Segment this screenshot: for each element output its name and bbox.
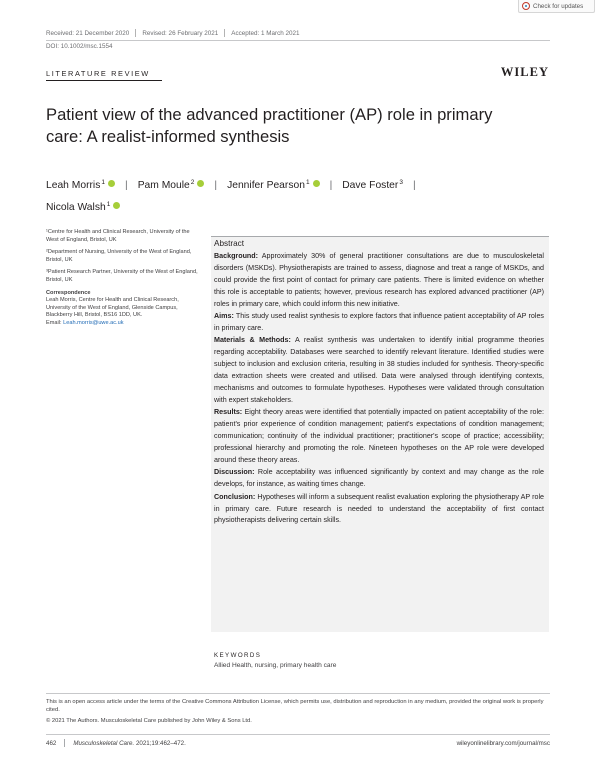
header-divider xyxy=(46,40,550,41)
abstract-section-text: This study used realist synthesis to explore factors that influence patient acceptability of AP roles in primary care. xyxy=(214,312,544,332)
abstract-section-text: Role acceptability was influenced significantly by context and may change as the role develops, for instance, as waiting times change. xyxy=(214,468,544,489)
abstract-body xyxy=(214,251,544,528)
page-footer xyxy=(46,739,550,747)
license-notice: This is an open access article under the terms of the Creative Commons Attribution License, which permits use, distribution and reproduction in any medium, provided the original work is properly cited. xyxy=(46,699,544,714)
correspondence-address: Leah Morris, Centre for Health and Clinical Research, University of the West of England, Glenside Campus, Blackberry Hill, Bristol, BS16 1DD, UK. xyxy=(46,297,179,319)
abstract-section-label: Discussion: xyxy=(214,468,255,477)
article-dates xyxy=(46,29,300,37)
date-divider xyxy=(135,29,136,37)
publisher-logo: WILEY xyxy=(500,65,549,79)
orcid-icon[interactable] xyxy=(313,180,320,187)
correspondence-email-line xyxy=(46,320,198,328)
author-affiliation-marker: 3 xyxy=(399,179,403,186)
citation: 2021;19:462–472. xyxy=(135,739,186,747)
author-name[interactable]: Nicola Walsh xyxy=(46,202,106,213)
abstract-section-label: Conclusion: xyxy=(214,492,256,501)
author-name[interactable]: Pam Moule xyxy=(137,180,190,191)
abstract-paragraph xyxy=(214,407,544,467)
journal-name: Musculoskeletal Care. xyxy=(73,739,135,747)
author-affiliation-marker: 2 xyxy=(190,179,195,186)
received-date: Received: 21 December 2020 xyxy=(46,29,130,37)
footer-separator xyxy=(64,739,65,747)
abstract-section-label: Aims: xyxy=(214,312,234,321)
footer-divider xyxy=(46,693,550,694)
author-affiliation-marker: 1 xyxy=(106,201,111,208)
date-divider xyxy=(224,29,225,37)
check-for-updates-label: Check for updates xyxy=(533,2,584,10)
revised-date: Revised: 26 February 2021 xyxy=(142,29,219,37)
affiliation: ¹Centre for Health and Clinical Research, University of the West of England, Bristol, UK xyxy=(46,229,190,243)
section-underline xyxy=(46,80,162,81)
author-name[interactable]: Leah Morris xyxy=(46,180,101,191)
email-link[interactable]: Leah.morris@uwe.ac.uk xyxy=(63,319,124,326)
abstract-section-label: Background: xyxy=(214,252,259,260)
page-footer-divider xyxy=(46,734,550,735)
affiliation: ³Patient Research Partner, University of the West of England, Bristol, UK xyxy=(46,269,198,283)
crossmark-icon xyxy=(522,2,530,10)
author-list xyxy=(46,173,506,217)
abstract-section-label: Results: xyxy=(214,408,243,417)
author-affiliation-marker: 1 xyxy=(101,179,105,186)
abstract-section-label: Materials & Methods: xyxy=(214,336,291,345)
orcid-icon[interactable] xyxy=(108,180,115,187)
correspondence-title: Correspondence xyxy=(46,289,91,296)
author-separator: | xyxy=(329,180,333,191)
affiliation: ²Department of Nursing, University of the West of England, Bristol, UK xyxy=(46,249,192,263)
abstract-heading: Abstract xyxy=(214,239,245,248)
email-label: Email: xyxy=(46,319,62,326)
keywords-heading: KEYWORDS xyxy=(214,652,262,659)
author-separator: | xyxy=(214,180,218,191)
abstract-paragraph xyxy=(214,311,544,335)
check-for-updates-badge[interactable] xyxy=(518,0,595,13)
abstract-section-text: A realist synthesis was undertaken to identify initial programme theories regarding acceptability. Databases were searched to identify relevant literature. Identified studies were subject to inclusion and exclusion criteria, resulting in 38 studies included for synthesis. Theory-specific data extraction sheets were created and utilised. Data were analysed through identifying contexts, mechanisms and outcomes to formulate hypotheses. Hypotheses were validated through consultation with expert stakeholders. xyxy=(214,336,544,404)
author-separator: | xyxy=(412,180,416,191)
abstract-paragraph xyxy=(214,335,544,406)
abstract-section-text: Approximately 30% of general practitioner consultations are due to musculoskeletal disorders (MSKDs). Physiotherapists are trained to assess, diagnose and treat a range of MSKDs, and could provide the first point of contact for primary care patients. There is limited evidence on whether this role is acceptable to patients; however, previous research has explored advanced practitioner (AP) roles in primary care, which could inform this new initiative. xyxy=(214,252,544,308)
author-affiliation-marker: 1 xyxy=(305,179,310,186)
abstract-section-text: Hypotheses will inform a subsequent realist evaluation exploring the physiotherapy AP role in primary care. Future research is needed to understand the acceptability of first contact physiotherapists delivering certain skills. xyxy=(214,492,544,525)
journal-url[interactable]: wileyonlinelibrary.com/journal/msc xyxy=(456,739,550,747)
accepted-date: Accepted: 1 March 2021 xyxy=(231,29,300,37)
abstract-top-rule xyxy=(211,236,549,237)
abstract-section-text: Eight theory areas were identified that potentially impacted on patient acceptability of the role: patient's prior experience of condition management; patient's expectations of condition management; communication; continuity of the individual practitioner; practitioner's scope of practice; accessibility; professional hierarchy and promoting the role. Nineteen hypotheses on the AP role were developed around these theory areas. xyxy=(214,408,545,464)
author-name[interactable]: Jennifer Pearson xyxy=(227,180,305,191)
abstract-paragraph xyxy=(214,251,544,311)
author-name[interactable]: Dave Foster xyxy=(342,180,399,191)
orcid-icon[interactable] xyxy=(197,180,204,187)
keywords-list: Allied Health, nursing, primary health care xyxy=(214,662,337,669)
page-number: 462 xyxy=(46,739,57,747)
section-label: LITERATURE REVIEW xyxy=(46,69,150,78)
orcid-icon[interactable] xyxy=(113,202,120,209)
author-separator: | xyxy=(125,180,128,191)
article-title: Patient view of the advanced practitioner (AP) role in primary care: A realist-informed synthesis xyxy=(46,105,493,146)
abstract-paragraph xyxy=(214,492,544,528)
doi[interactable]: DOI: 10.1002/msc.1554 xyxy=(46,43,113,50)
abstract-paragraph xyxy=(214,467,544,491)
copyright-notice: © 2021 The Authors. Musculoskeletal Care published by John Wiley & Sons Ltd. xyxy=(46,718,252,724)
affiliations-column xyxy=(46,229,198,333)
